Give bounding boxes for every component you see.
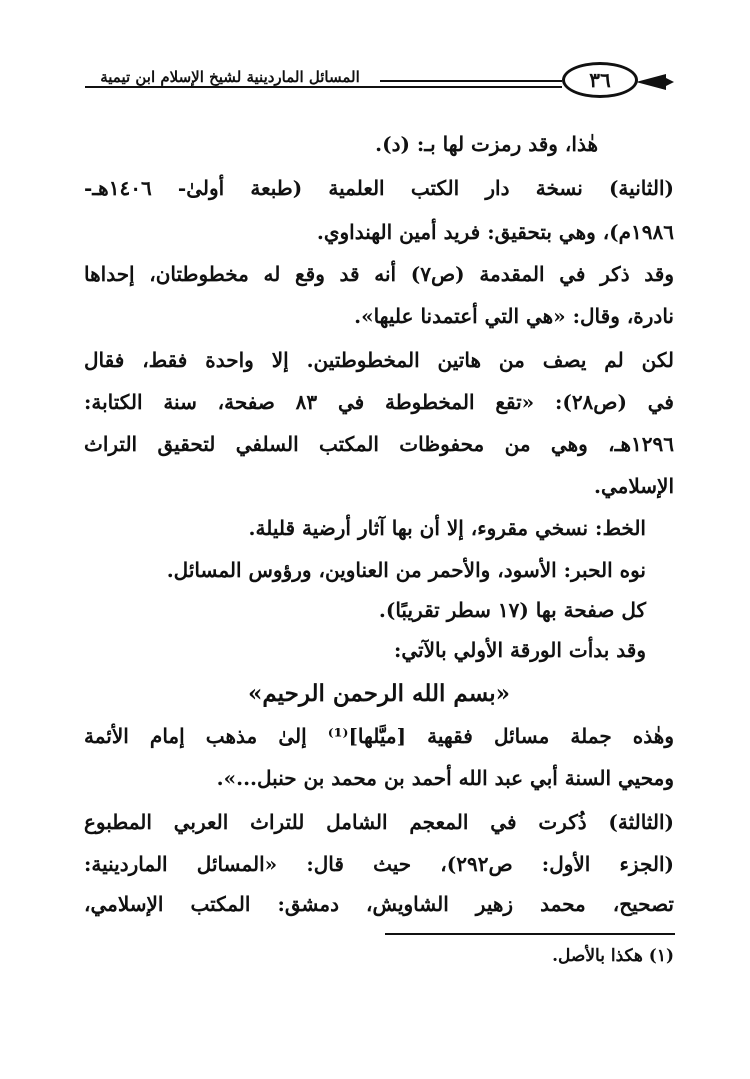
text-line-5: نادرة، وقال: «هي التي أعتمدنا عليها». xyxy=(354,304,674,328)
text-line-1: هٰذا، وقد رمزت لها بـ: (د). xyxy=(375,132,598,156)
running-title: المسائل الماردينية لشيخ الإسلام ابن تيمية xyxy=(80,68,380,86)
text-line-6: لكن لم يصف من هاتين المخطوطتين. إلا واحدة فقط، فقال xyxy=(84,348,674,372)
text-line-19: تصحيح، محمد زهير الشاويش، دمشق: المكتب الإسلامي، xyxy=(84,892,674,916)
text-line-16: ومحيي السنة أبي عبد الله أحمد بن محمد بن حنبل...». xyxy=(216,766,674,790)
text-line-3: ١٩٨٦م)، وهي بتحقيق: فريد أمين الهنداوي. xyxy=(316,220,674,244)
footnote-1: (١) هكذا بالأصل. xyxy=(552,946,674,966)
text-line-15: وهٰذه جملة مسائل فقهية [ميَّلها]⁽¹⁾ إلىٰ مذهب إمام الأئمة xyxy=(84,724,674,748)
text-line-8: ١٢٩٦هـ، وهي من محفوظات المكتب السلفي لتحقيق التراث xyxy=(84,432,674,456)
text-line-2: (الثانية) نسخة دار الكتب العلمية (طبعة أولىٰ- ١٤٠٦هـ- xyxy=(84,176,674,200)
header-rule-left-lower xyxy=(85,86,562,88)
header-ornament-icon xyxy=(636,70,676,94)
text-line-12: كل صفحة بها (١٧ سطر تقريبًا). xyxy=(378,598,646,622)
text-line-11: نوه الحبر: الأسود، والأحمر من العناوين، ورؤوس المسائل. xyxy=(166,558,646,582)
page-number: ٣٦ xyxy=(562,62,638,98)
text-line-17: (الثالثة) ذُكرت في المعجم الشامل للتراث العربي المطبوع xyxy=(84,810,674,834)
text-line-13: وقد بدأت الورقة الأولي بالآتي: xyxy=(393,638,646,662)
text-line-10: الخط: نسخي مقروء، إلا أن بها آثار أرضية قليلة. xyxy=(248,516,646,540)
text-line-7: في (ص٢٨): «تقع المخطوطة في ٨٣ صفحة، سنة الكتابة: xyxy=(84,390,674,414)
footnote-rule xyxy=(385,933,675,935)
text-line-18: (الجزء الأول: ص٢٩٢)، حيث قال: «المسائل الماردينية: xyxy=(84,852,674,876)
text-line-9: الإسلامي. xyxy=(594,474,674,498)
text-line-4: وقد ذكر في المقدمة (ص٧) أنه قد وقع له مخطوطتان، إحداها xyxy=(84,262,674,286)
basmala-line: «بسم الله الرحمن الرحيم» xyxy=(247,680,510,707)
